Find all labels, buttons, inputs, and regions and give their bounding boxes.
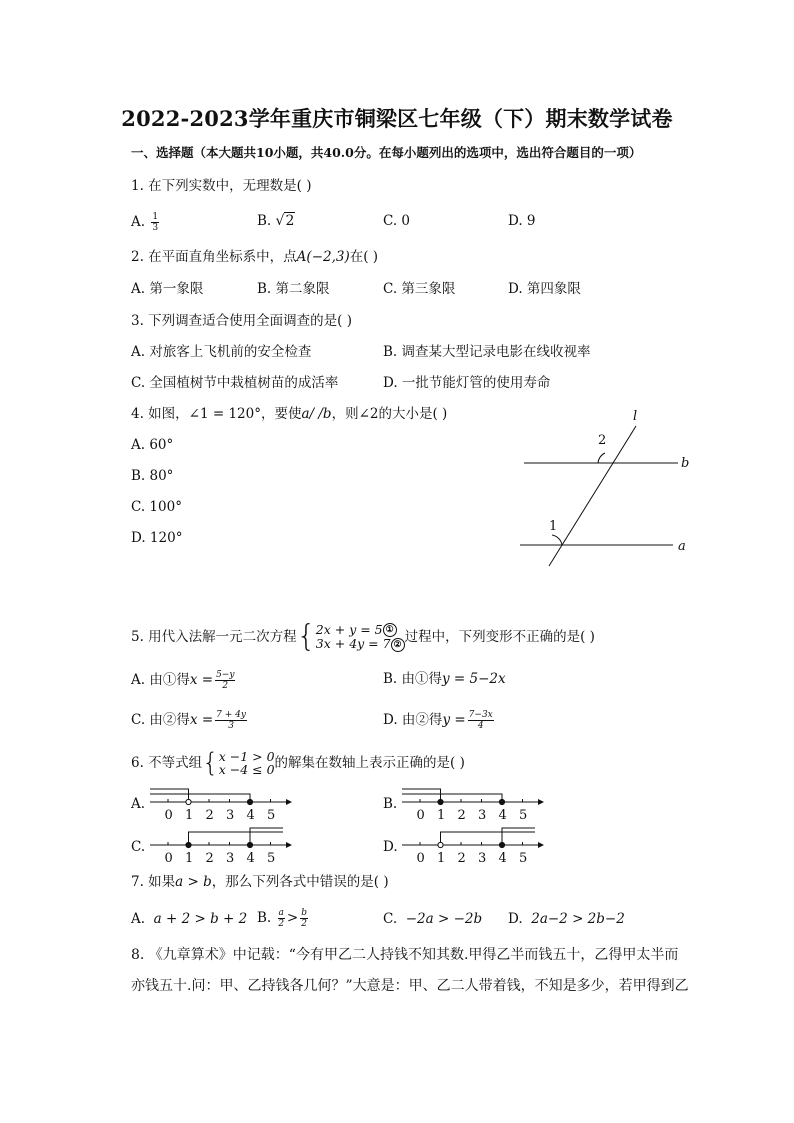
q6-a-tick-label: 2 xyxy=(205,808,214,823)
q3-option-b[interactable]: B. 调查某大型记录电影在线收视率 xyxy=(383,344,591,360)
q4-stem: 4. 如图，∠1 = 120°，要使a/ /b，则∠2的大小是( ) xyxy=(131,406,448,422)
q2-option-d[interactable]: D. 第四象限 xyxy=(508,281,581,297)
q3-option-a[interactable]: A. 对旅客上飞机前的安全检查 xyxy=(131,344,312,360)
q6-option-b-label[interactable]: B. xyxy=(383,796,398,812)
q1-stem: 1. 在下列实数中，无理数是( ) xyxy=(131,178,312,194)
q6-b-range-line xyxy=(402,794,502,802)
q6-b-tick-label: 3 xyxy=(478,808,487,823)
sqrt-symbol: √2 xyxy=(275,213,295,229)
q6-d-tick-label: 4 xyxy=(498,851,507,866)
q6-d-endpoint-4 xyxy=(499,842,504,847)
q6-a-endpoint-1 xyxy=(186,799,191,804)
q6-d-tick-label: 3 xyxy=(478,851,487,866)
q6-c-tick-label: 3 xyxy=(226,851,235,866)
q8-line-1: 8. 《九章算术》中记载：“今有甲乙二人持钱不知其数.甲得乙半而钱五十，乙得甲太半而 xyxy=(131,947,679,963)
q4-option-b[interactable]: B. 80° xyxy=(131,468,174,484)
q1-b-label: B. xyxy=(257,213,272,229)
label-b: b xyxy=(681,456,690,471)
q6-a-arrow xyxy=(286,799,292,805)
q6-c-endpoint-4 xyxy=(247,842,252,847)
q6-a-range-line xyxy=(150,789,189,802)
q7-option-d[interactable]: D. 2a−2 > 2b−2 xyxy=(508,911,625,927)
q6-b-tick-label: 5 xyxy=(519,808,528,823)
q6-c-tick-label: 5 xyxy=(267,851,276,866)
q1-a-label: A. xyxy=(131,214,146,230)
q6-b-tick-label: 1 xyxy=(437,808,446,823)
q6-d-tick-label: 1 xyxy=(437,851,446,866)
q6-b-tick-label: 0 xyxy=(416,808,425,823)
label-a: a xyxy=(678,539,686,554)
q6-c-range-line xyxy=(250,828,283,845)
q1-option-d[interactable]: D. 9 xyxy=(508,213,536,229)
label-angle-1: 1 xyxy=(549,519,558,534)
q6-option-c-label[interactable]: C. xyxy=(131,839,146,855)
q6-b-endpoint-4 xyxy=(499,799,504,804)
q6-b-tick-label: 4 xyxy=(498,808,507,823)
q7-stem: 7. 如果a > b，那么下列各式中错误的是( ) xyxy=(131,874,389,890)
q6-a-endpoint-4 xyxy=(247,799,252,804)
q5-option-d[interactable]: D. 由②得 y = $\frac{7-3x}{4}$ xyxy=(383,709,493,731)
page-title: 2022-2023学年重庆市铜梁区七年级（下）期末数学试卷 xyxy=(121,106,673,131)
q5-option-a[interactable]: A. 由①得 x = $\frac{5-y}{2}$ xyxy=(131,669,235,691)
q8-line-2: 亦钱五十.问：甲、乙持钱各几何？”大意是：甲、乙二人带着钱，不知是多少，若甲得到乙 xyxy=(131,978,689,994)
q6-c-arrow xyxy=(286,842,292,848)
q6-d-tick-label: 0 xyxy=(416,851,425,866)
section-heading: 一、选择题（本大题共10小题，共40.0分。在每小题列出的选项中，选出符合题目的一项） xyxy=(131,145,642,160)
q2-option-c[interactable]: C. 第三象限 xyxy=(383,281,456,297)
q6-d-endpoint-1 xyxy=(438,842,443,847)
q6-b-arrow xyxy=(538,799,544,805)
q6-c-range-line xyxy=(189,832,284,845)
q4-option-d[interactable]: D. 120° xyxy=(131,530,183,546)
q6-stem: 6. 不等式组 { x −1 > 0 x −4 ≤ 0 的解集在数轴上表示正确的是( ) xyxy=(131,748,465,778)
q5-option-c[interactable]: C. 由②得 x = $\frac{7 + 4y}{3}$ xyxy=(131,709,246,731)
q6-a-tick-label: 3 xyxy=(226,808,235,823)
q3-option-c[interactable]: C. 全国植树节中栽植树苗的成活率 xyxy=(131,375,339,391)
q4-option-c[interactable]: C. 100° xyxy=(131,499,182,515)
q1-option-c[interactable]: C. 0 xyxy=(383,213,411,229)
q6-d-range-line xyxy=(441,832,536,845)
q4-option-a[interactable]: A. 60° xyxy=(131,437,174,453)
q6-a-tick-label: 4 xyxy=(246,808,255,823)
q6-c-tick-label: 0 xyxy=(164,851,173,866)
q6-a-tick-label: 5 xyxy=(267,808,276,823)
q2-stem: 2. 在平面直角坐标系中，点A(−2,3)在( ) xyxy=(131,249,379,265)
q6-c-tick-label: 1 xyxy=(185,851,194,866)
q6-b-tick-label: 2 xyxy=(457,808,466,823)
q6-a-tick-label: 1 xyxy=(185,808,194,823)
q6-a-tick-label: 0 xyxy=(164,808,173,823)
q7-option-c[interactable]: C. −2a > −2b xyxy=(383,911,483,927)
q6-d-range-line xyxy=(502,828,535,845)
q3-stem: 3. 下列调查适合使用全面调查的是( ) xyxy=(131,313,352,329)
inequality-system: x −1 > 0 x −4 ≤ 0 xyxy=(218,749,275,777)
equation-system: 2x + y = 5 ① 3x + 4y = 7 ② xyxy=(316,623,405,652)
q2-option-a[interactable]: A. 第一象限 xyxy=(131,281,204,297)
q6-c-endpoint-1 xyxy=(186,842,191,847)
q6-b-endpoint-1 xyxy=(438,799,443,804)
q7-option-a[interactable]: A. a + 2 > b + 2 xyxy=(131,911,248,927)
q5-stem: 5. 用代入法解一元二次方程 { 2x + y = 5 ① 3x + 4y = 7 ② 过程中，下列变形不正确的是( ) xyxy=(131,619,595,654)
q6-option-a-label[interactable]: A. xyxy=(131,796,146,812)
q1-a-fraction: $\frac{1}{3}$ xyxy=(152,212,159,233)
q6-d-tick-label: 2 xyxy=(457,851,466,866)
label-angle-2: 2 xyxy=(598,433,607,448)
q6-c-tick-label: 4 xyxy=(246,851,255,866)
label-l: l xyxy=(633,409,638,424)
q5-option-b[interactable]: B. 由①得y = 5−2x xyxy=(383,671,506,687)
q2-option-b[interactable]: B. 第二象限 xyxy=(257,281,330,297)
q7-option-b[interactable]: B. $\frac{a}{2}$ > $\frac{b}{2}$ xyxy=(257,907,307,929)
q6-option-d-label[interactable]: D. xyxy=(383,839,398,855)
q6-d-arrow xyxy=(538,842,544,848)
q6-d-tick-label: 5 xyxy=(519,851,528,866)
q3-option-d[interactable]: D. 一批节能灯管的使用寿命 xyxy=(383,375,551,391)
q6-c-tick-label: 2 xyxy=(205,851,214,866)
q6-b-range-line xyxy=(402,789,441,802)
q6-a-range-line xyxy=(150,794,250,802)
